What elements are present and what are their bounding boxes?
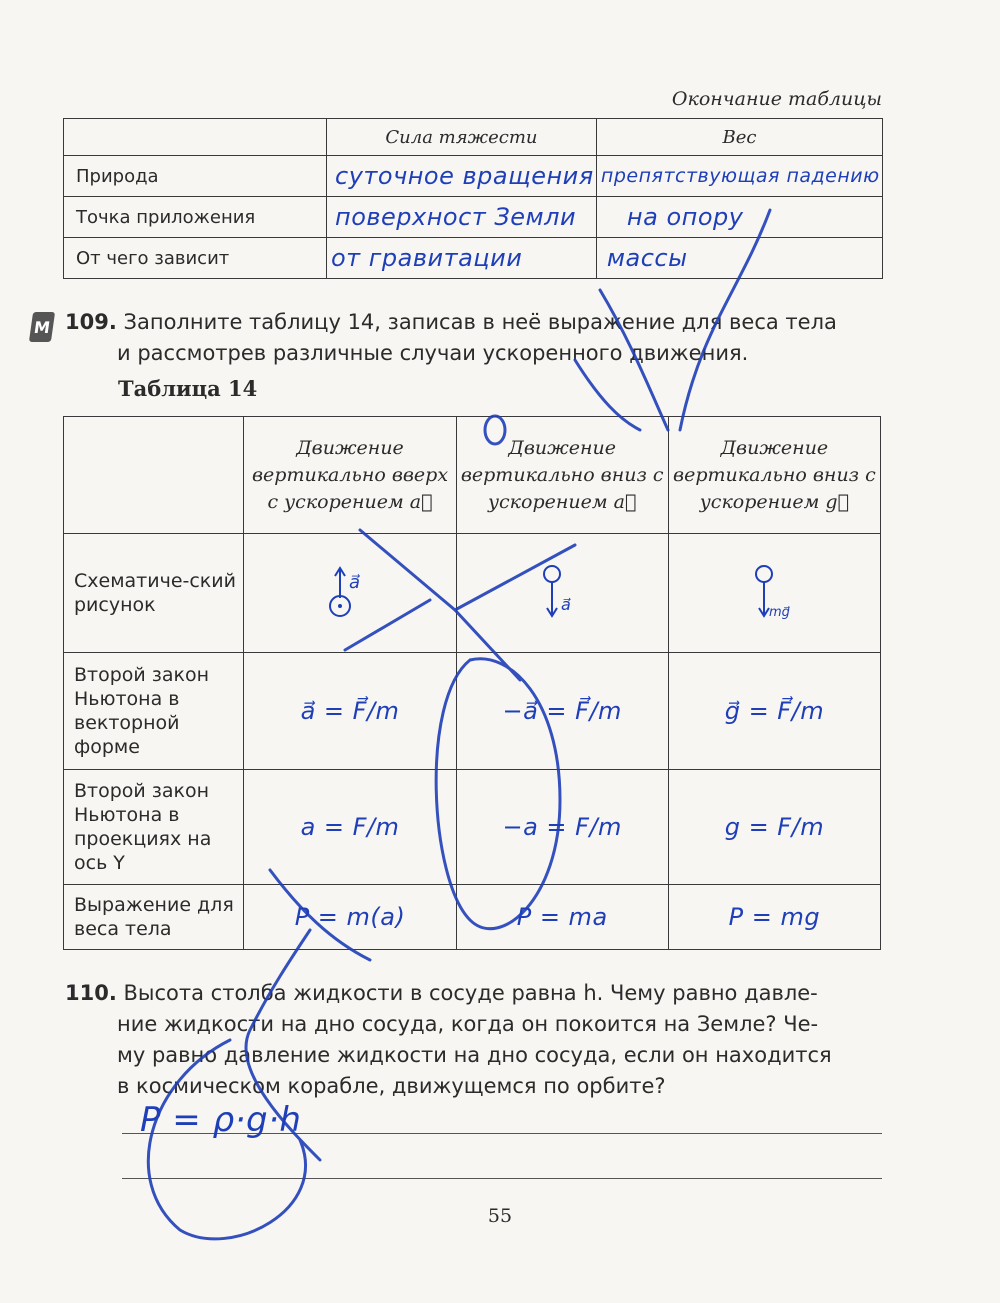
handwritten-answer-110[interactable]: P = ρ·g·h: [140, 1100, 302, 1140]
body-arrow-down-icon: [527, 558, 597, 628]
task-110: [65, 978, 895, 1102]
handwritten-answer: P = ma: [516, 903, 608, 931]
m-badge-icon: М: [29, 312, 55, 342]
table-row: [64, 156, 883, 197]
row-label: Выражение для веса тела: [64, 885, 244, 950]
body-arrow-up-icon: [320, 558, 380, 628]
table-caption: Таблица 14: [118, 376, 258, 401]
handwritten-answer: массы: [606, 244, 688, 272]
header-empty: [64, 417, 244, 534]
table-row: [64, 197, 883, 238]
drawing-label: a⃗: [561, 595, 571, 614]
continuation-note: Окончание таблицы: [671, 88, 882, 110]
handwritten-answer: суточное вращения: [335, 162, 594, 190]
body-gravity-icon: [739, 558, 809, 628]
handwritten-cell[interactable]: [596, 197, 882, 238]
table-14: [63, 416, 881, 950]
handwritten-cell[interactable]: [244, 653, 456, 770]
header-down-a: Движение вертикально вниз с ускорением a⃗: [456, 417, 668, 534]
handwritten-answer: −a⃗ = F⃗/m: [502, 697, 622, 725]
drawing-label: mg⃗: [769, 605, 791, 620]
handwritten-answer: a⃗ = F⃗/m: [300, 697, 400, 725]
answer-line: [122, 1178, 882, 1179]
row-label: Точка приложения: [64, 197, 327, 238]
handwritten-answer: P = mg: [728, 903, 821, 931]
handwritten-cell[interactable]: [327, 238, 597, 279]
header-up-a: Движение вертикально вверх с ускорением a⃗: [244, 417, 456, 534]
drawing-cell[interactable]: [456, 534, 668, 653]
table-row: [64, 770, 881, 885]
task-text: Высота столба жидкости в сосуде равна h. Чему равно давле-: [123, 981, 818, 1005]
drawing-cell[interactable]: [668, 534, 880, 653]
handwritten-answer: g⃗ = F⃗/m: [724, 697, 825, 725]
table-row: [64, 534, 881, 653]
handwritten-cell[interactable]: [327, 156, 597, 197]
task-text: Заполните таблицу 14, записав в неё выражение для веса тела: [123, 310, 837, 334]
handwritten-cell[interactable]: [668, 770, 880, 885]
table-row: [64, 885, 881, 950]
handwritten-cell[interactable]: [668, 885, 880, 950]
handwritten-answer: на опору: [626, 203, 744, 231]
table-header-row: [64, 119, 883, 156]
header-down-g: Движение вертикально вниз с ускорением g⃗: [668, 417, 880, 534]
task-109: [65, 307, 895, 369]
handwritten-answer: a = F/m: [300, 813, 400, 841]
task-text: му равно давление жидкости на дно сосуда, если он находится: [117, 1043, 832, 1067]
handwritten-cell[interactable]: [596, 238, 882, 279]
table-row: [64, 238, 883, 279]
row-label: Схематиче-ский рисунок: [64, 534, 244, 653]
task-number: 110.: [65, 981, 117, 1005]
handwritten-cell[interactable]: [456, 653, 668, 770]
handwritten-answer: g = F/m: [724, 813, 825, 841]
handwritten-cell[interactable]: [596, 156, 882, 197]
task-text: в космическом корабле, движущемся по орбите?: [117, 1074, 666, 1098]
row-label: От чего зависит: [64, 238, 327, 279]
handwritten-answer: −a = F/m: [502, 813, 622, 841]
handwritten-answer: от гравитации: [331, 244, 523, 272]
header-empty: [64, 119, 327, 156]
handwritten-answer: P = m(a): [294, 903, 406, 931]
drawing-cell[interactable]: [244, 534, 456, 653]
handwritten-cell[interactable]: [668, 653, 880, 770]
handwritten-answer: поверхност Земли: [335, 203, 577, 231]
table-header-row: [64, 417, 881, 534]
handwritten-cell[interactable]: [244, 885, 456, 950]
table-row: [64, 653, 881, 770]
row-label: Второй закон Ньютона в векторной форме: [64, 653, 244, 770]
handwritten-cell[interactable]: [327, 197, 597, 238]
header-weight: Вес: [596, 119, 882, 156]
handwritten-answer: препятствующая падению: [600, 165, 880, 187]
row-label: Второй закон Ньютона в проекциях на ось Y: [64, 770, 244, 885]
handwritten-cell[interactable]: [244, 770, 456, 885]
drawing-label: a⃗: [349, 572, 361, 593]
row-label: Природа: [64, 156, 327, 197]
handwritten-cell[interactable]: [456, 885, 668, 950]
task-number: 109.: [65, 310, 117, 334]
task-text: и рассмотрев различные случаи ускоренного движения.: [117, 341, 749, 365]
page-number: 55: [487, 1205, 513, 1227]
task-text: ние жидкости на дно сосуда, когда он покоится на Земле? Че-: [117, 1012, 819, 1036]
forces-table: [63, 118, 883, 279]
header-gravity: Сила тяжести: [327, 119, 597, 156]
handwritten-cell[interactable]: [456, 770, 668, 885]
